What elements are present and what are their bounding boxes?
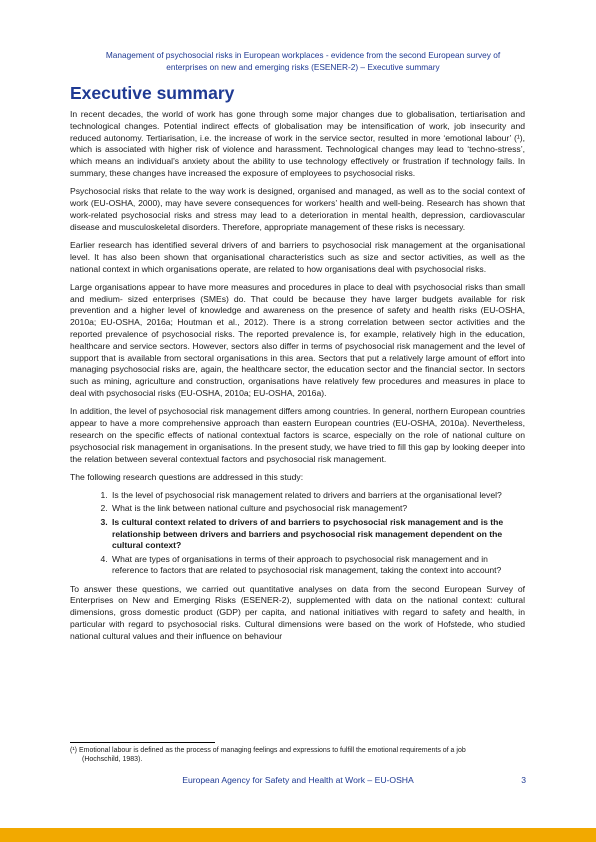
page-footer	[70, 775, 526, 787]
research-question-1: 1. Is the level of psychosocial risk management related to drivers and barriers at the organisational level?	[110, 490, 525, 502]
footnote-citation: (Hochschild, 1983).	[82, 756, 143, 763]
research-question-2: 2. What is the link between national culture and psychosocial risk management?	[110, 503, 525, 515]
footnote-text: Emotional labour is defined as the process of managing feelings and expressions to fulfill the emotional requirements of a job	[78, 747, 466, 754]
running-header-line-1: Management of psychosocial risks in European workplaces - evidence from the second European survey of	[105, 50, 501, 60]
research-questions-list	[70, 490, 525, 577]
footnote-separator	[70, 742, 215, 743]
footnote	[70, 746, 525, 764]
footnote-marker: (¹)	[70, 747, 77, 754]
section-title: Executive summary	[70, 83, 235, 103]
research-question-3: 3. Is cultural context related to drivers of and barriers to psychosocial risk management and is the relationship between drivers and barriers and psychosocial risk management dependent on the cultural context?	[110, 517, 525, 552]
footer-agency-name: European Agency for Safety and Health at Work – EU-OSHA	[182, 775, 414, 785]
body-text	[70, 109, 525, 649]
paragraph: In recent decades, the world of work has gone through some major changes due to globalisation, tertiarisation and technological changes. Potential indirect effects of globalisation may be intensification of work, job insecurity and reduced autonomy. Tertiarisation, i.e. the increase of work in the service sector, resulted in more ‘emotional labour’ (¹), which is associated with higher risk of violence and harassment. Technological changes may lead to ‘techno-stress’, which means an individual’s anxiety about the ability to use technology effectively or frustration if technology fails. In summary, these changes have increased the exposure of employees to psychosocial risks.	[70, 109, 525, 178]
paragraph: Psychosocial risks that relate to the way work is designed, organised and managed, as well as to the social context of work (EU-OSHA, 2000), may have severe consequences for workers’ health and well-being. Research has shown that work-related psychosocial risks and stress may lead to a deterioration in mental health, depression, cardiovascular disease and musculoskeletal disorders. Therefore, appropriate management of these risks is necessary.	[70, 186, 525, 232]
paragraph: Earlier research has identified several drivers of and barriers to psychosocial risk management at the organisational level. It has also been shown that organisational characteristics such as size and sector activities, as well as the national context in which organisations operate, are related to how organisations deal with psychosocial risks.	[70, 239, 525, 274]
paragraph: In addition, the level of psychosocial risk management differs among countries. In general, northern European countries appear to have a more comprehensive approach than eastern European countries (EU-OSHA, 2010a). Nevertheless, research on the specific effects of national contextual factors is scarce, especially on the role of national culture on psychosocial risk management in organisations. In the present study, we have tried to fill this gap by looking deeper into the relation between several contextual factors and psychosocial risk management.	[70, 406, 525, 464]
page-number: 3	[521, 775, 526, 785]
running-header-line-2: enterprises on new and emerging risks (ESENER-2) – Executive summary	[166, 61, 440, 72]
research-question-4: 4. What are types of organisations in terms of their approach to psychosocial risk management and in reference to factors that are related to psychosocial risk management, taking the context into account?	[110, 554, 525, 578]
paragraph: The following research questions are addressed in this study:	[70, 471, 304, 482]
running-header	[70, 50, 536, 73]
closing-paragraph: To answer these questions, we carried out quantitative analyses on data from the second European Survey of Enterprises on New and Emerging Risks (ESENER-2), supplemented with data on the national context: cultural dimensions, gross domestic product (GDP) per capita, and national initiatives with regard to safety and health, in particular with regard to psychosocial risks. Cultural dimensions were based on the work of Hofstede, who studied national cultural values and their influence on behaviour	[70, 583, 525, 641]
paragraph: Large organisations appear to have more measures and procedures in place to deal with psychosocial risks than small and medium- sized enterprises (SMEs) do. That could be because they have larger budgets available for risk prevention and a higher level of knowledge and awareness on the presence of safety and health risks (EU-OSHA, 2010a; EU-OSHA, 2016a; Houtman et al., 2012). There is a strong correlation between sector activities and the reported prevalence of psychosocial risks. The reported prevalence is, for example, relatively high in the education, healthcare and service sectors. However, sectors also differ in terms of psychosocial risk management and the level of support that is available from sectoral organisations in this area. Sectors that put a relatively large amount of effort into managing psychosocial risks are, again, the healthcare sector, the education sector and the financial sector. In sectors such as mining, agriculture and construction, organisations have relatively few procedures and measures in place to deal with psychosocial risks (EU-OSHA, 2010a; EU-OSHA, 2016a).	[70, 281, 525, 399]
bottom-accent-bar	[0, 828, 596, 842]
